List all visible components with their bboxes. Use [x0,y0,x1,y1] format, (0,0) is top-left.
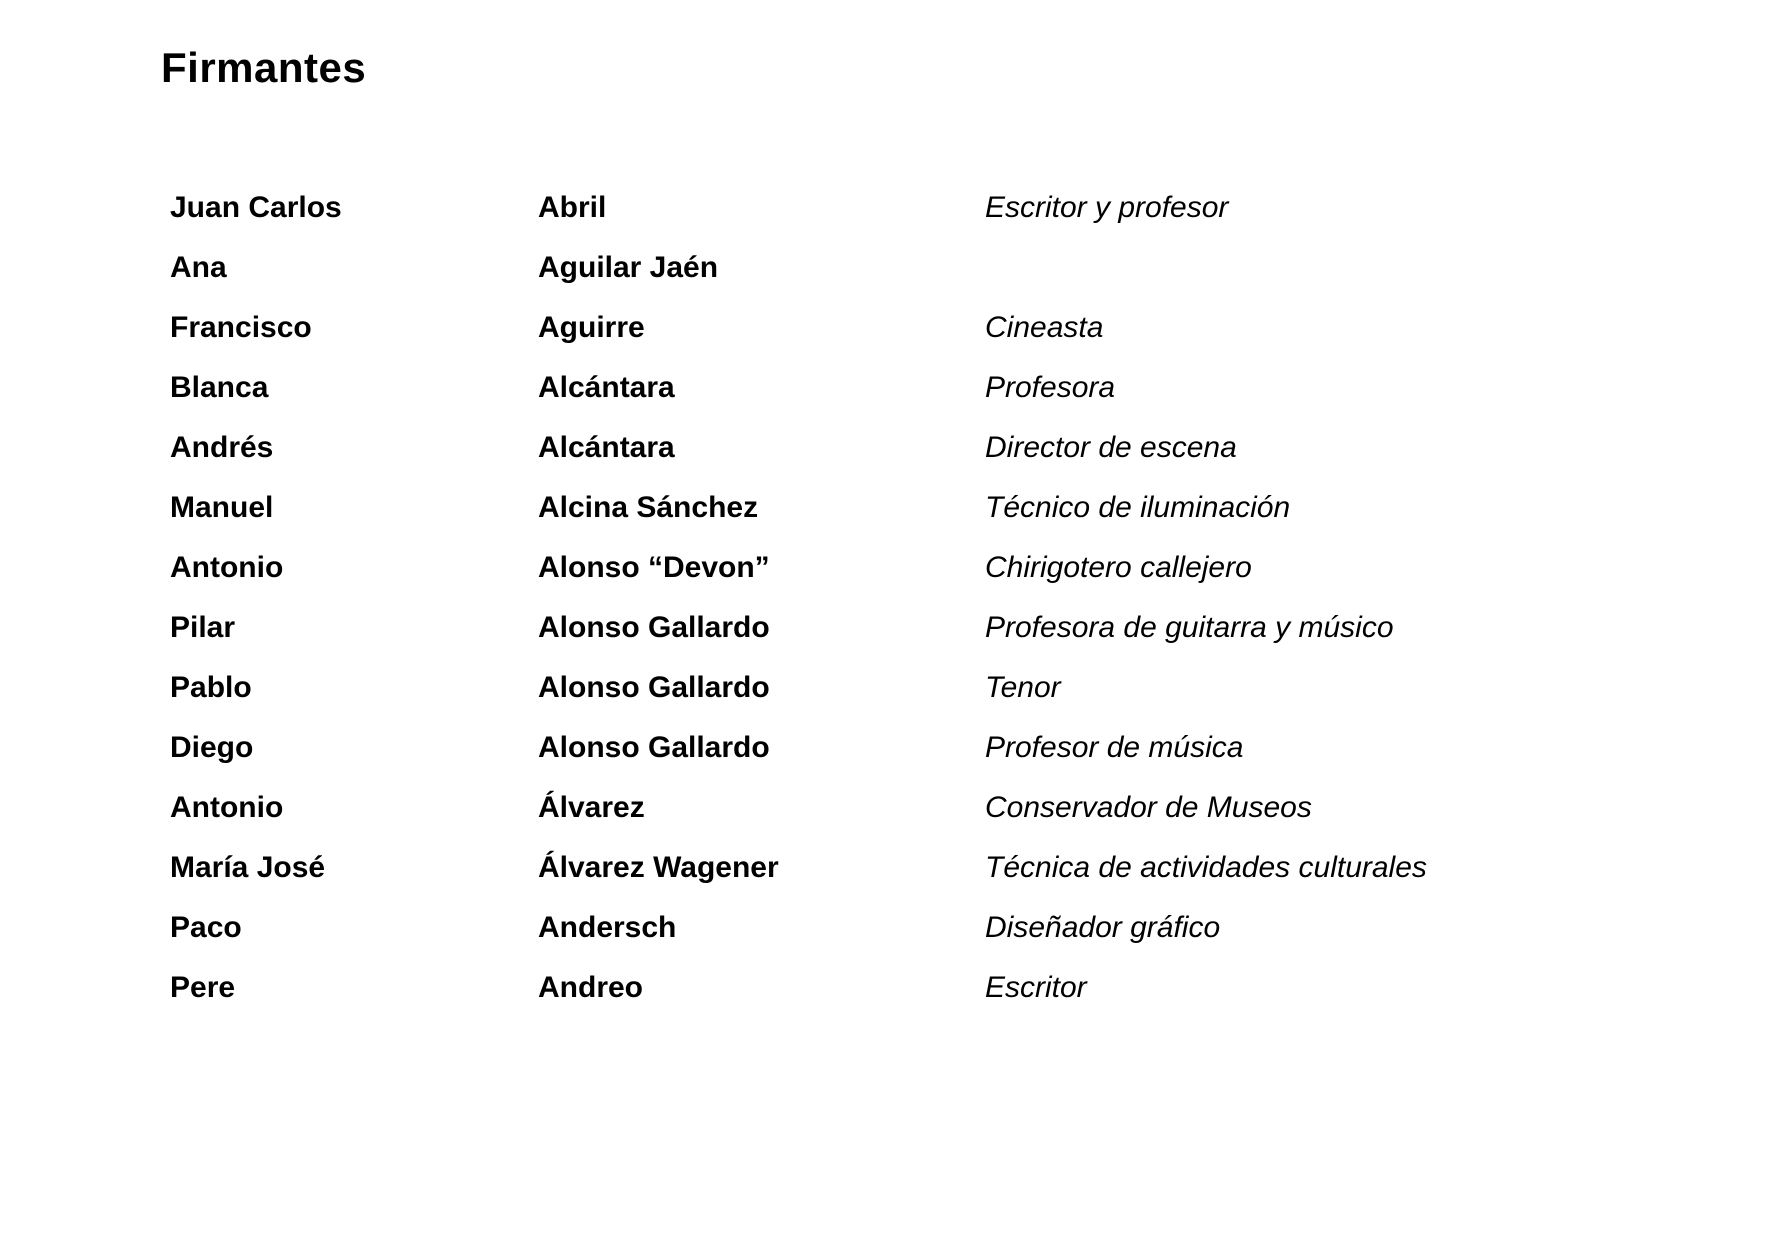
signer-last-name: Aguilar Jaén [538,251,719,284]
signer-row [170,418,1620,478]
signer-last-name: Andersch [538,911,677,944]
signer-role: Tenor [985,671,1061,704]
signer-last-name: Alonso “Devon” [538,551,770,584]
signer-role [985,238,1620,298]
signer-role: Conservador de Museos [985,791,1312,824]
signer-last-name: Alcina Sánchez [538,491,759,524]
signer-first-name: Antonio [170,551,284,584]
signer-last-name: Alonso Gallardo [538,611,770,644]
signer-last-name: Álvarez Wagener [538,851,779,884]
signer-first-name: Pere [170,971,236,1004]
signer-role: Profesora [985,371,1116,404]
signer-first-name: Manuel [170,491,274,524]
signer-first-name: Andrés [170,431,274,464]
signer-role: Escritor y profesor [985,191,1229,224]
signer-first-name: Diego [170,731,254,764]
signer-first-name: Antonio [170,791,284,824]
signer-row [170,538,1620,598]
signer-role: Cineasta [985,311,1104,344]
signer-first-name: Pablo [170,671,252,704]
signer-last-name: Aguirre [538,311,645,344]
signer-row [170,598,1620,658]
signer-row [170,658,1620,718]
signer-last-name: Alonso Gallardo [538,671,770,704]
signer-last-name: Abril [538,191,607,224]
signer-role: Diseñador gráfico [985,911,1221,944]
signer-row [170,238,1620,298]
signer-first-name: Juan Carlos [170,191,342,224]
signer-row [170,898,1620,958]
signer-last-name: Álvarez [538,791,645,824]
signer-last-name: Alcántara [538,431,675,464]
signer-first-name: Blanca [170,371,269,404]
signer-last-name: Andreo [538,971,643,1004]
signer-row [170,298,1620,358]
signer-row [170,838,1620,898]
page-title: Firmantes [161,44,367,91]
signer-first-name: Paco [170,911,242,944]
signer-role: Chirigotero callejero [985,551,1252,584]
signer-row [170,718,1620,778]
signer-row [170,358,1620,418]
signer-role: Escritor [985,971,1087,1004]
signer-row [170,478,1620,538]
signer-last-name: Alcántara [538,371,675,404]
signer-role: Profesora de guitarra y músico [985,611,1394,644]
signer-first-name: Francisco [170,311,312,344]
signer-role: Técnico de iluminación [985,491,1291,524]
signer-row [170,178,1620,238]
signer-first-name: María José [170,851,326,884]
signer-role: Técnica de actividades culturales [985,851,1427,884]
signer-role: Profesor de música [985,731,1244,764]
signer-first-name: Pilar [170,611,236,644]
signers-table [170,178,1620,1018]
signer-row [170,958,1620,1018]
signer-role: Director de escena [985,431,1237,464]
signer-last-name: Alonso Gallardo [538,731,770,764]
signer-row [170,778,1620,838]
signer-first-name: Ana [170,251,227,284]
